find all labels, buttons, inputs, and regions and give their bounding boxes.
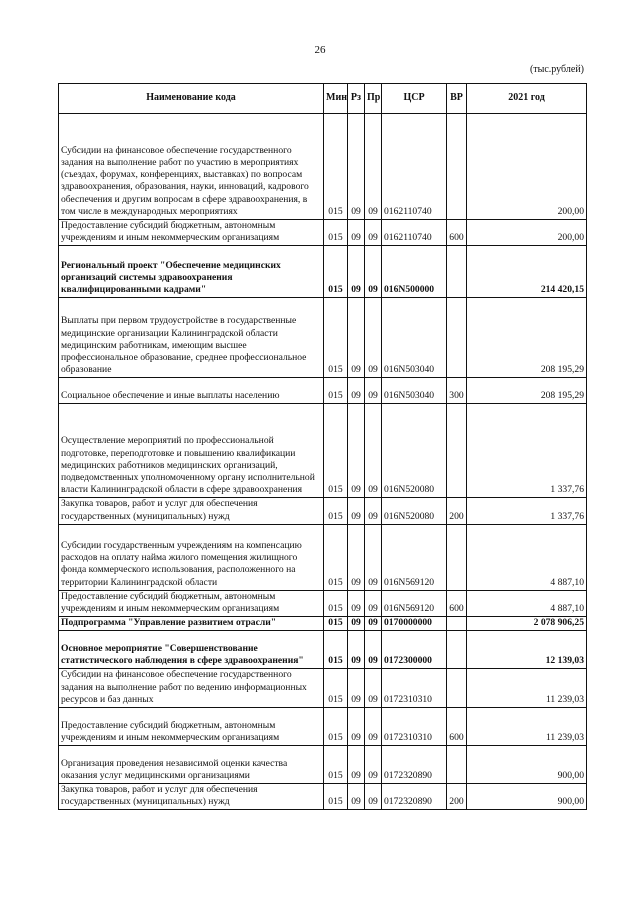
header-year: 2021 год	[467, 84, 587, 114]
budget-table	[58, 83, 587, 810]
row-csr: 0170000000	[382, 617, 447, 631]
row-amount: 1 337,76	[467, 404, 587, 498]
row-csr: 0172300000	[382, 631, 447, 669]
row-csr: 016N503040	[382, 378, 447, 404]
row-rz: 09	[348, 708, 365, 746]
row-amount: 1 337,76	[467, 498, 587, 524]
row-vr	[447, 617, 467, 631]
table-row	[59, 378, 587, 404]
row-min: 015	[324, 708, 348, 746]
table-row	[59, 114, 587, 220]
row-csr: 0162110740	[382, 220, 447, 246]
row-min: 015	[324, 114, 348, 220]
row-rz: 09	[348, 617, 365, 631]
table-row	[59, 498, 587, 524]
table-row	[59, 631, 587, 669]
row-name: Основное мероприятие "Совершенствование статистического наблюдения в сфере здравоохранения"	[59, 631, 324, 669]
header-min: Мин	[324, 84, 348, 114]
row-name: Субсидии государственным учреждениям на компенсацию расходов на оплату найма жилого помещения жилищного фонда коммерческого использования, расположенного на территории Калининградской области	[59, 524, 324, 590]
row-name: Социальное обеспечение и иные выплаты населению	[59, 378, 324, 404]
row-amount: 11 239,03	[467, 669, 587, 708]
row-amount: 200,00	[467, 220, 587, 246]
row-rz: 09	[348, 114, 365, 220]
row-vr	[447, 404, 467, 498]
row-rz: 09	[348, 590, 365, 616]
row-rz: 09	[348, 298, 365, 378]
row-amount: 900,00	[467, 784, 587, 810]
row-csr: 0172310310	[382, 669, 447, 708]
row-vr: 200	[447, 784, 467, 810]
row-min: 015	[324, 524, 348, 590]
row-amount: 11 239,03	[467, 708, 587, 746]
row-rz: 09	[348, 784, 365, 810]
row-csr: 016N503040	[382, 298, 447, 378]
row-csr: 016N520080	[382, 498, 447, 524]
row-csr: 016N500000	[382, 246, 447, 298]
row-name: Закупка товаров, работ и услуг для обеспечения государственных (муниципальных) нужд	[59, 784, 324, 810]
row-pr: 09	[365, 617, 382, 631]
header-pr: Пр	[365, 84, 382, 114]
row-rz: 09	[348, 404, 365, 498]
row-name: Предоставление субсидий бюджетным, автономным учреждениям и иным некоммерческим организациям	[59, 220, 324, 246]
table-row	[59, 784, 587, 810]
row-pr: 09	[365, 784, 382, 810]
header-rz: Рз	[348, 84, 365, 114]
row-min: 015	[324, 220, 348, 246]
table-row	[59, 617, 587, 631]
row-pr: 09	[365, 378, 382, 404]
row-min: 015	[324, 246, 348, 298]
row-amount: 12 139,03	[467, 631, 587, 669]
row-vr	[447, 669, 467, 708]
row-amount: 208 195,29	[467, 378, 587, 404]
header-vr: ВР	[447, 84, 467, 114]
table-row	[59, 246, 587, 298]
row-rz: 09	[348, 631, 365, 669]
row-pr: 09	[365, 114, 382, 220]
row-csr: 016N569120	[382, 524, 447, 590]
header-name: Наименование кода	[59, 84, 324, 114]
row-amount: 4 887,10	[467, 590, 587, 616]
row-vr: 600	[447, 220, 467, 246]
row-pr: 09	[365, 298, 382, 378]
row-vr	[447, 298, 467, 378]
row-name: Предоставление субсидий бюджетным, автономным учреждениям и иным некоммерческим организациям	[59, 590, 324, 616]
row-amount: 2 078 906,25	[467, 617, 587, 631]
row-pr: 09	[365, 708, 382, 746]
row-pr: 09	[365, 498, 382, 524]
row-vr: 600	[447, 590, 467, 616]
row-vr	[447, 631, 467, 669]
row-min: 015	[324, 617, 348, 631]
row-rz: 09	[348, 378, 365, 404]
row-csr: 016N520080	[382, 404, 447, 498]
row-min: 015	[324, 631, 348, 669]
row-rz: 09	[348, 220, 365, 246]
table-row	[59, 746, 587, 784]
row-name: Подпрограмма "Управление развитием отрасли"	[59, 617, 324, 631]
row-csr: 0172310310	[382, 708, 447, 746]
row-amount: 200,00	[467, 114, 587, 220]
row-amount: 214 420,15	[467, 246, 587, 298]
row-rz: 09	[348, 524, 365, 590]
row-pr: 09	[365, 746, 382, 784]
table-row	[59, 669, 587, 708]
row-amount: 208 195,29	[467, 298, 587, 378]
row-vr: 600	[447, 708, 467, 746]
row-name: Региональный проект "Обеспечение медицинских организаций системы здравоохранения квалифицированными кадрами"	[59, 246, 324, 298]
row-csr: 016N569120	[382, 590, 447, 616]
row-min: 015	[324, 378, 348, 404]
row-pr: 09	[365, 631, 382, 669]
row-csr: 0172320890	[382, 746, 447, 784]
row-rz: 09	[348, 746, 365, 784]
row-min: 015	[324, 590, 348, 616]
table-header-row	[59, 84, 587, 114]
row-pr: 09	[365, 590, 382, 616]
row-name: Предоставление субсидий бюджетным, автономным учреждениям и иным некоммерческим организациям	[59, 708, 324, 746]
row-name: Субсидии на финансовое обеспечение государственного задания на выполнение работ по ведению информационных ресурсов и баз данных	[59, 669, 324, 708]
row-pr: 09	[365, 669, 382, 708]
table-row	[59, 298, 587, 378]
row-min: 015	[324, 404, 348, 498]
row-amount: 900,00	[467, 746, 587, 784]
table-row	[59, 220, 587, 246]
row-rz: 09	[348, 246, 365, 298]
row-name: Выплаты при первом трудоустройстве в государственные медицинские организации Калининградской области медицинским работникам, имеющим высшее профессиональное образование, среднее профессиональное образование	[59, 298, 324, 378]
header-csr: ЦСР	[382, 84, 447, 114]
row-name: Осуществление мероприятий по профессиональной подготовке, переподготовке и повышению квалификации медицинских работников медицинских организаций, подведомственных уполномоченному органу исполнительной власти Калининградской области в сфере здравоохранения	[59, 404, 324, 498]
table-row	[59, 708, 587, 746]
row-min: 015	[324, 298, 348, 378]
table-row	[59, 404, 587, 498]
row-name: Организация проведения независимой оценки качества оказания услуг медицинскими организациями	[59, 746, 324, 784]
table-row	[59, 524, 587, 590]
row-vr: 300	[447, 378, 467, 404]
row-name: Закупка товаров, работ и услуг для обеспечения государственных (муниципальных) нужд	[59, 498, 324, 524]
row-min: 015	[324, 784, 348, 810]
row-vr	[447, 114, 467, 220]
units-label: (тыс.рублей)	[529, 64, 584, 75]
row-vr	[447, 246, 467, 298]
row-vr	[447, 746, 467, 784]
row-csr: 0162110740	[382, 114, 447, 220]
row-pr: 09	[365, 404, 382, 498]
row-vr	[447, 524, 467, 590]
row-rz: 09	[348, 669, 365, 708]
row-csr: 0172320890	[382, 784, 447, 810]
row-pr: 09	[365, 246, 382, 298]
row-min: 015	[324, 669, 348, 708]
row-pr: 09	[365, 524, 382, 590]
row-pr: 09	[365, 220, 382, 246]
row-name: Субсидии на финансовое обеспечение государственного задания на выполнение работ по участию в мероприятиях (съездах, форумах, конференциях, выставках) по вопросам здравоохранения, образования, науки, инноваций, кадрового обеспечения и другим вопросам в сфере здравоохранения, в том числе в международных мероприятиях	[59, 114, 324, 220]
row-min: 015	[324, 746, 348, 784]
page-number: 26	[314, 44, 326, 56]
row-rz: 09	[348, 498, 365, 524]
row-vr: 200	[447, 498, 467, 524]
table-row	[59, 590, 587, 616]
row-min: 015	[324, 498, 348, 524]
row-amount: 4 887,10	[467, 524, 587, 590]
